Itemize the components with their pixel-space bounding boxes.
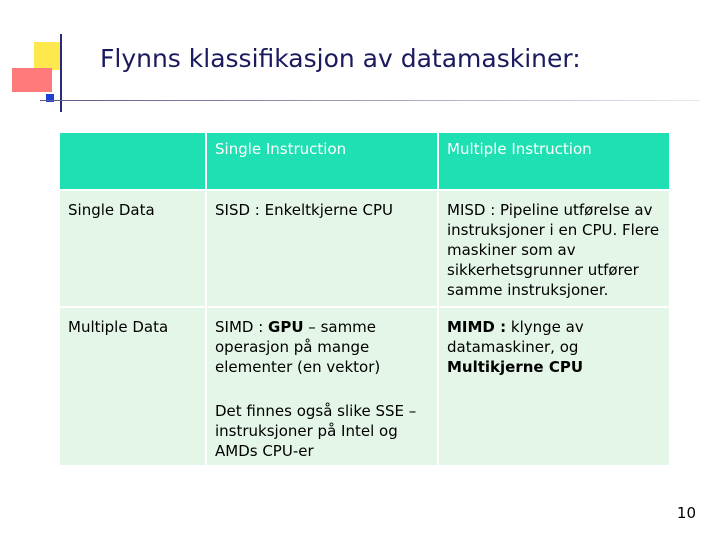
slide-title: Flynns klassifikasjon av datamaskiner: (100, 44, 581, 73)
simd-prefix: SIMD : (215, 318, 269, 336)
row-label-single-data: Single Data (60, 191, 207, 308)
decor-red-square (12, 68, 52, 92)
decor-horizontal-line (40, 100, 700, 101)
flynn-table (60, 133, 669, 465)
header-corner-cell (60, 133, 207, 191)
mimd-description: klynge av datamaskiner, og (447, 318, 584, 356)
simd-description: – samme operasjon på mange elementer (en vektor) (215, 318, 381, 376)
header-single-instruction: Single Instruction (207, 133, 439, 191)
cell-sisd: SISD : Enkeltkjerne CPU (207, 191, 439, 308)
page-number: 10 (676, 504, 696, 522)
cell-misd: MISD : Pipeline utførelse av instruksjoner i en CPU. Flere maskiner som av sikkerhetsgrunner utfører samme instruksjoner. (439, 191, 669, 308)
simd-note: Det finnes også slike SSE – instruksjoner på Intel og AMDs CPU-er (215, 402, 417, 460)
mimd-label: MIMD : (447, 318, 507, 336)
cell-simd (207, 308, 439, 465)
cell-mimd (439, 308, 669, 465)
decor-yellow-square (34, 42, 60, 70)
row-label-multiple-data: Multiple Data (60, 308, 207, 465)
header-multiple-instruction: Multiple Instruction (439, 133, 669, 191)
mimd-multicore: Multikjerne CPU (447, 358, 584, 376)
simd-gpu: GPU (268, 318, 304, 336)
